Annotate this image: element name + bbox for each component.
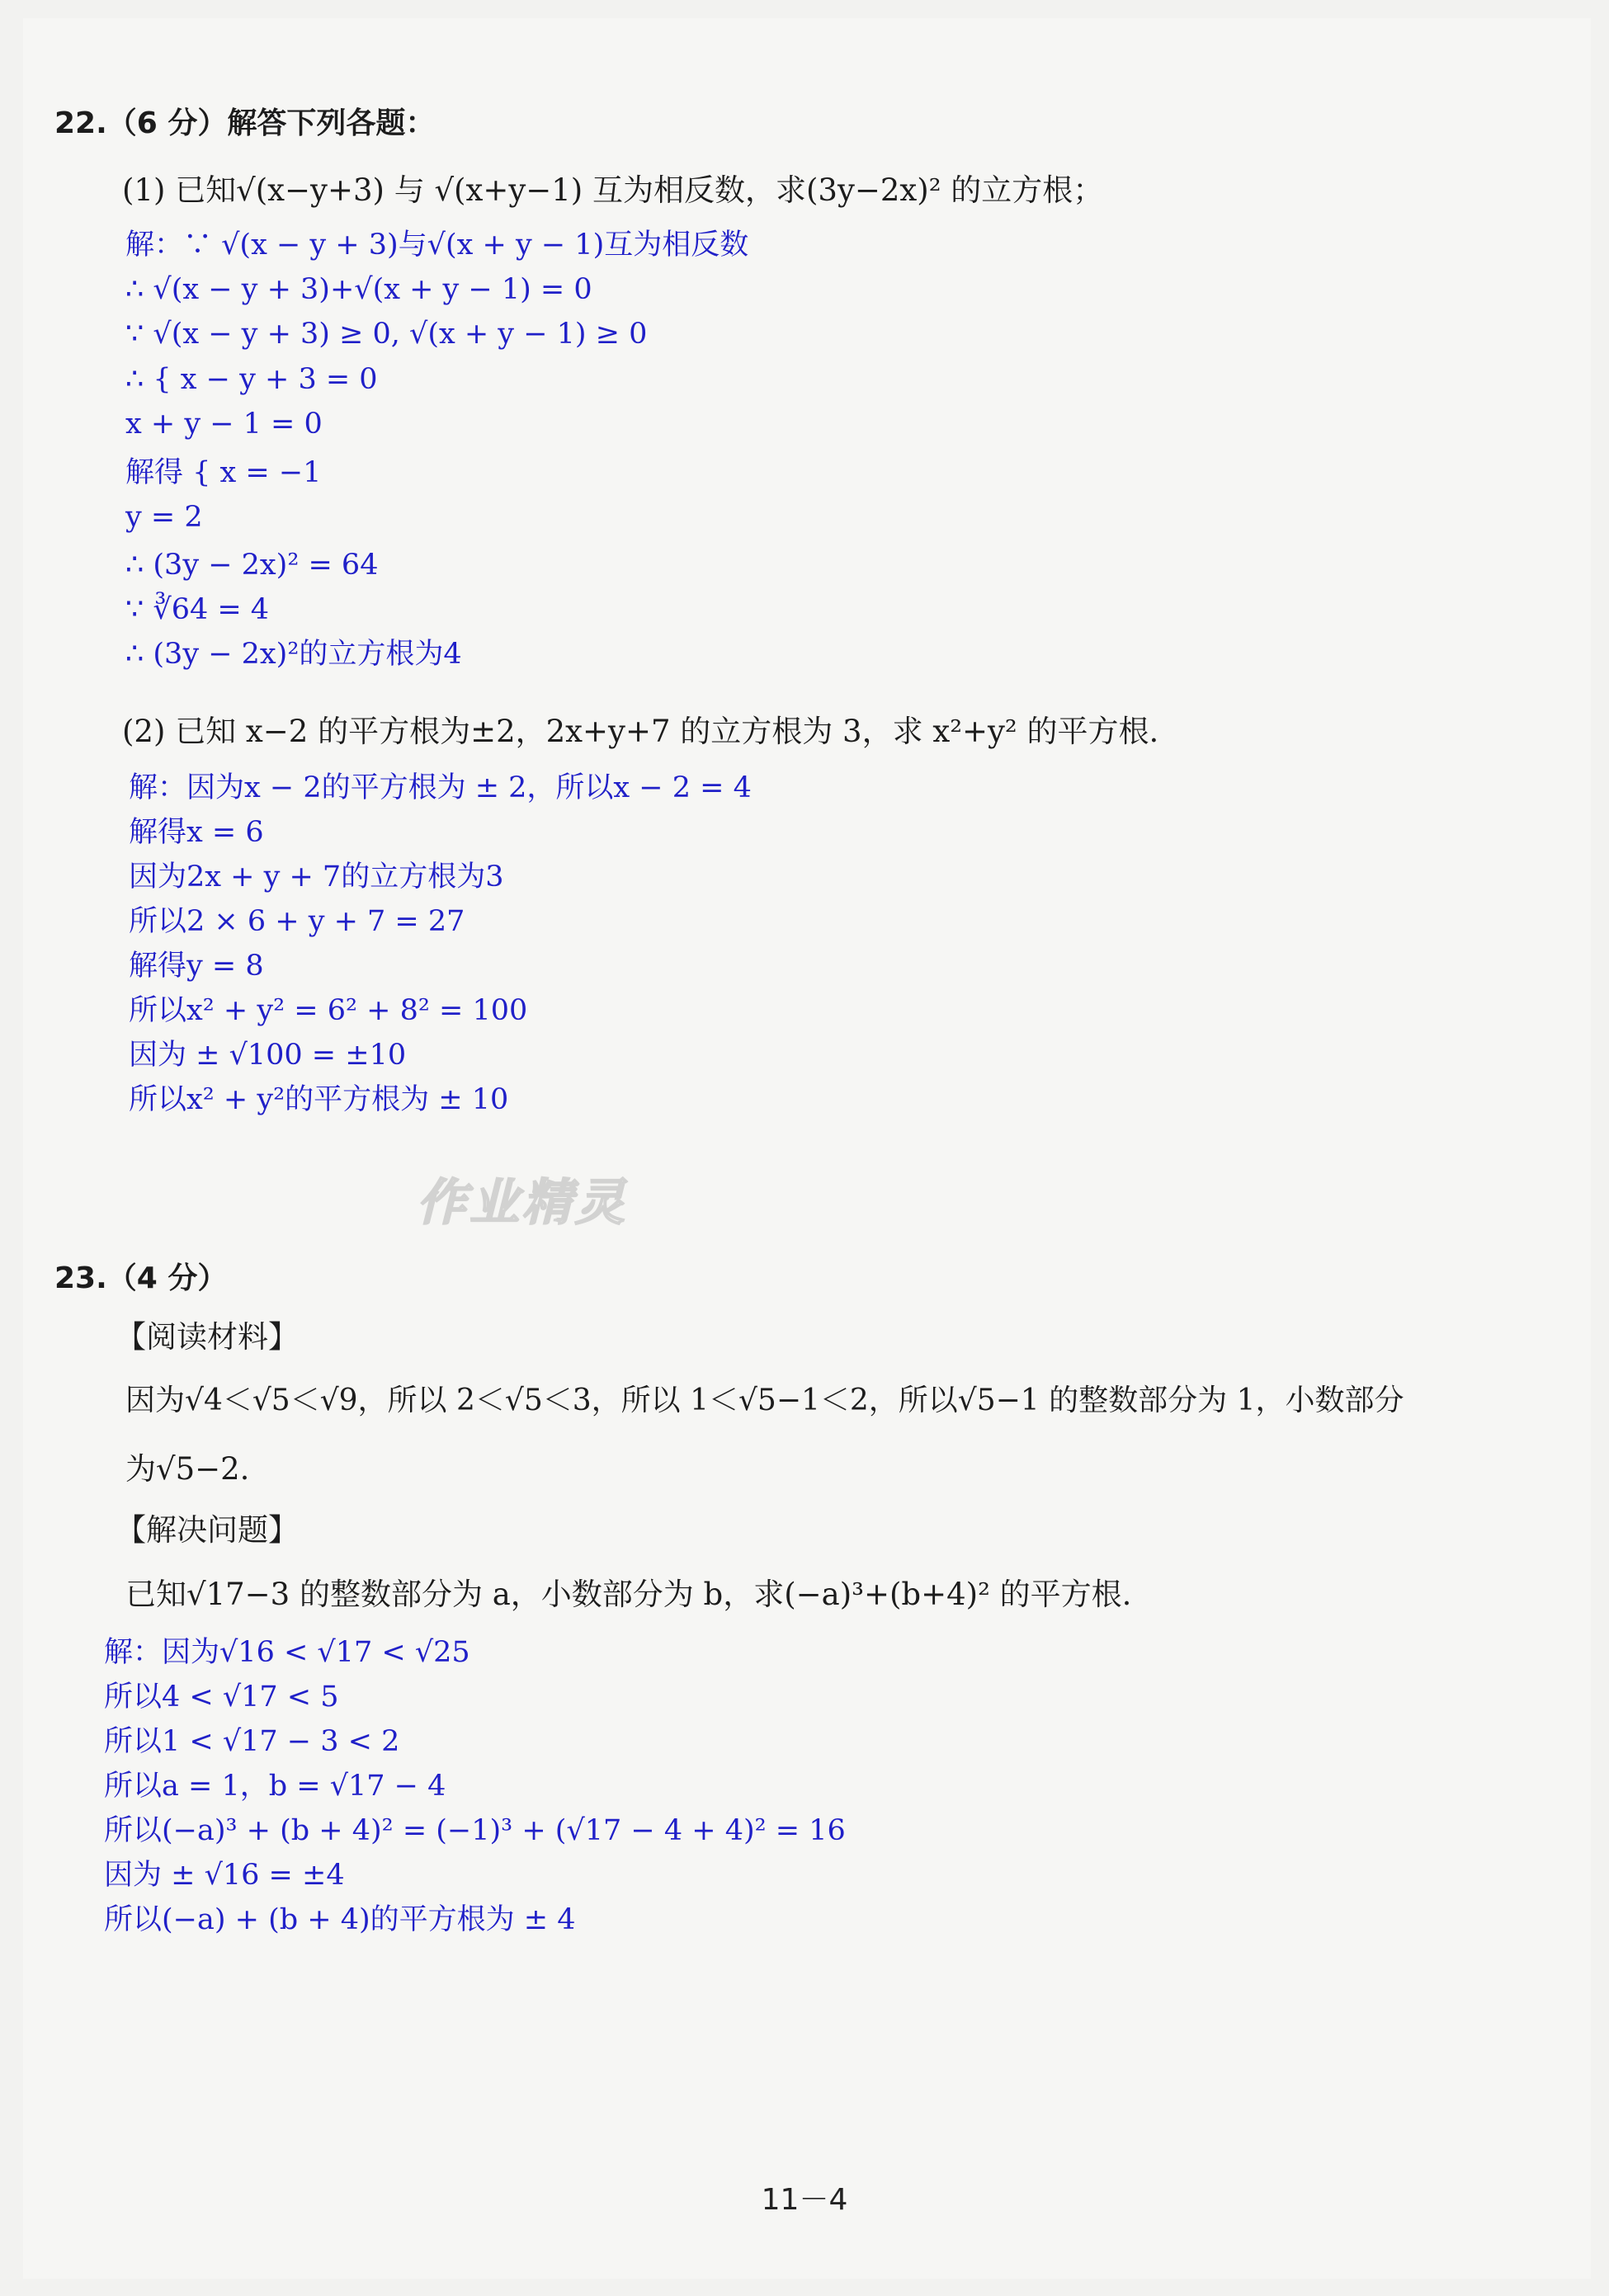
q23-sol-line5: 所以(−a)³ + (b + 4)² = (−1)³ + (√17 − 4 + 4)² = 16 [104,1814,846,1847]
q23-problem: 已知√17−3 的整数部分为 a，小数部分为 b，求(−a)³+(b+4)² 的平方根. [125,1577,1132,1612]
q23-sol-line1: 解：因为√16 < √17 < √25 [104,1636,470,1669]
q23-sol-line7: 所以(−a) + (b + 4)的平方根为 ± 4 [104,1903,576,1936]
q23-sol-line3: 所以1 < √17 − 3 < 2 [104,1725,400,1758]
watermark: 作业精灵 [417,1174,628,1232]
q22-sol2-line2: 解得x = 6 [129,816,264,849]
page-number: 11－4 [761,2183,848,2217]
q22-sol2-line7: 因为 ± √100 = ±10 [129,1039,407,1072]
page-sheet [23,18,1591,2279]
q22-sol1-line10: ∴ (3y − 2x)²的立方根为4 [125,638,462,671]
q22-sol1-line7: y = 2 [125,501,203,534]
q23-sol-line6: 因为 ± √16 = ±4 [104,1859,345,1892]
q22-part1: (1) 已知√(x−y+3) 与 √(x+y−1) 互为相反数，求(3y−2x)² 的立方根； [122,172,1104,208]
q23-sol-line4: 所以a = 1，b = √17 − 4 [104,1770,446,1803]
q23-read-line1: 因为√4＜√5＜√9，所以 2＜√5＜3，所以 1＜√5−1＜2，所以√5−1 的整数部分为 1，小数部分 [125,1384,1404,1417]
q22-sol1-line3: ∵ √(x − y + 3) ≥ 0, √(x + y − 1) ≥ 0 [125,318,648,351]
q23-sol-line2: 所以4 < √17 < 5 [104,1681,339,1714]
q22-sol2-line5: 解得y = 8 [129,950,264,983]
q22-sol1-line2: ∴ √(x − y + 3)+√(x + y − 1) = 0 [125,273,592,306]
q23-read-line2: 为√5−2. [125,1451,250,1487]
q22-part2: (2) 已知 x−2 的平方根为±2，2x+y+7 的立方根为 3，求 x²+y² 的平方根. [122,714,1159,749]
q22-sol2-line3: 因为2x + y + 7的立方根为3 [129,860,504,893]
q22-sol2-line4: 所以2 × 6 + y + 7 = 27 [129,905,465,938]
q23-read-title: 【阅读材料】 [116,1319,299,1355]
q22-sol2-line1: 解：因为x − 2的平方根为 ± 2，所以x − 2 = 4 [129,771,752,804]
q23-solve-title: 【解决问题】 [116,1512,299,1548]
q22-sol2-line8: 所以x² + y²的平方根为 ± 10 [129,1083,509,1116]
q22-sol1-line4: ∴ { x − y + 3 = 0 [125,363,378,396]
q23-header: 23.（4 分） [54,1261,228,1295]
q22-sol1-line9: ∵ ∛64 = 4 [125,593,270,626]
q22-sol1-line8: ∴ (3y − 2x)² = 64 [125,549,379,582]
q22-sol1-line1: 解：∵ √(x − y + 3)与√(x + y − 1)互为相反数 [125,229,749,262]
q22-header: 22.（6 分）解答下列各题： [54,106,436,140]
q22-sol1-line5: x + y − 1 = 0 [125,408,323,441]
q22-sol1-line6: 解得 { x = −1 [125,456,322,489]
q22-sol2-line6: 所以x² + y² = 6² + 8² = 100 [129,994,528,1027]
